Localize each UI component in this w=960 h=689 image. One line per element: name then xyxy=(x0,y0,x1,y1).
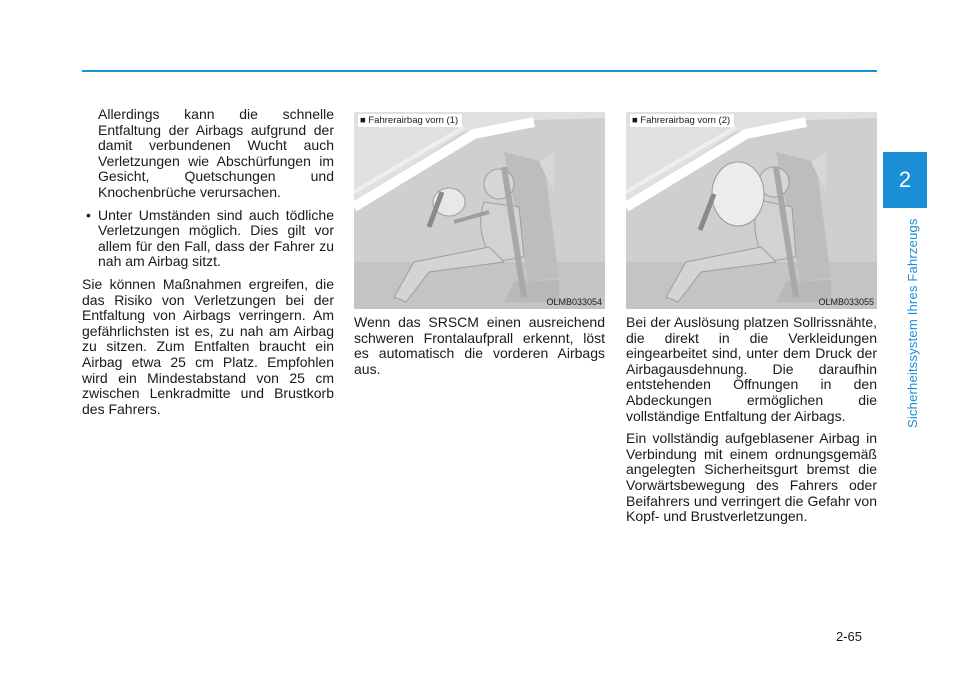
left-column xyxy=(82,107,334,424)
figure-airbag-2 xyxy=(626,112,877,309)
header-rule xyxy=(82,70,877,72)
warning-bullet-text: Unter Umständen sind auch tödliche Verletzungen möglich. Dies gilt vor allem für den Fall, dass der Fahrer zu nah am Airbag sitzt. xyxy=(98,206,334,270)
right-column xyxy=(626,315,877,532)
intro-paragraph: Allerdings kann die schnelle Entfaltung der Airbags aufgrund der damit verbundenen Wucht auch Verletzungen wie Abschürfungen im Gesicht, Quetschungen und Knochenbrüche verursachen. xyxy=(98,106,334,200)
figure-airbag-1 xyxy=(354,112,605,309)
chapter-number: 2 xyxy=(898,167,912,192)
warning-bullet xyxy=(82,208,334,270)
figure-code: OLMB033054 xyxy=(546,297,602,307)
figure-caption: ■ Fahrerairbag vorn (1) xyxy=(358,114,462,127)
figure-code: OLMB033055 xyxy=(818,297,874,307)
bullet-icon: • xyxy=(86,206,91,223)
middle-column xyxy=(354,315,605,384)
distance-paragraph: Sie können Maßnahmen ergreifen, die das Risiko von Verletzungen bei der Entfaltung von Airbags verringern. Am gefährlichsten ist es, zu nah am Airbag zu sitzen. Zum Entfalten braucht ein Airbag etwa 25 cm Platz. Empfohlen wird ein Mindestabstand von 25 cm zwischen Lenkradmitte und Brustkorb des Fahrers. xyxy=(82,275,334,417)
inflated-airbag-paragraph: Ein vollständig aufgeblasener Airbag in Verbindung mit einem ordnungsgemäß angelegten Sicherheitsgurt bremst die Vorwärtsbewegung des Fahrers oder Beifahrers und verringert die Gefahr von Kopf- und Brustverletzungen. xyxy=(626,430,877,525)
srscm-paragraph: Wenn das SRSCM einen ausreichend schweren Frontalaufprall erkennt, löst es automatisch die vorderen Airbags aus. xyxy=(354,314,605,377)
airbag-fully-inflated-illustration-icon xyxy=(626,112,877,309)
figure-caption: ■ Fahrerairbag vorn (2) xyxy=(630,114,734,127)
airbag-partially-inflated-illustration-icon xyxy=(354,112,605,309)
deployment-paragraph: Bei der Auslösung platzen Sollrissnähte, die direkt in die Verkleidungen eingearbeitet sind, unter dem Druck der Airbagausdehnung. Die daraufhin entstehenden Öffnungen in den Abdeckungen ermöglichen die vollständige Entfaltung der Airbags. xyxy=(626,314,877,424)
page-number: 2-65 xyxy=(836,629,863,644)
chapter-title: Sicherheitssystem Ihres Fahrzeugs xyxy=(905,218,920,428)
